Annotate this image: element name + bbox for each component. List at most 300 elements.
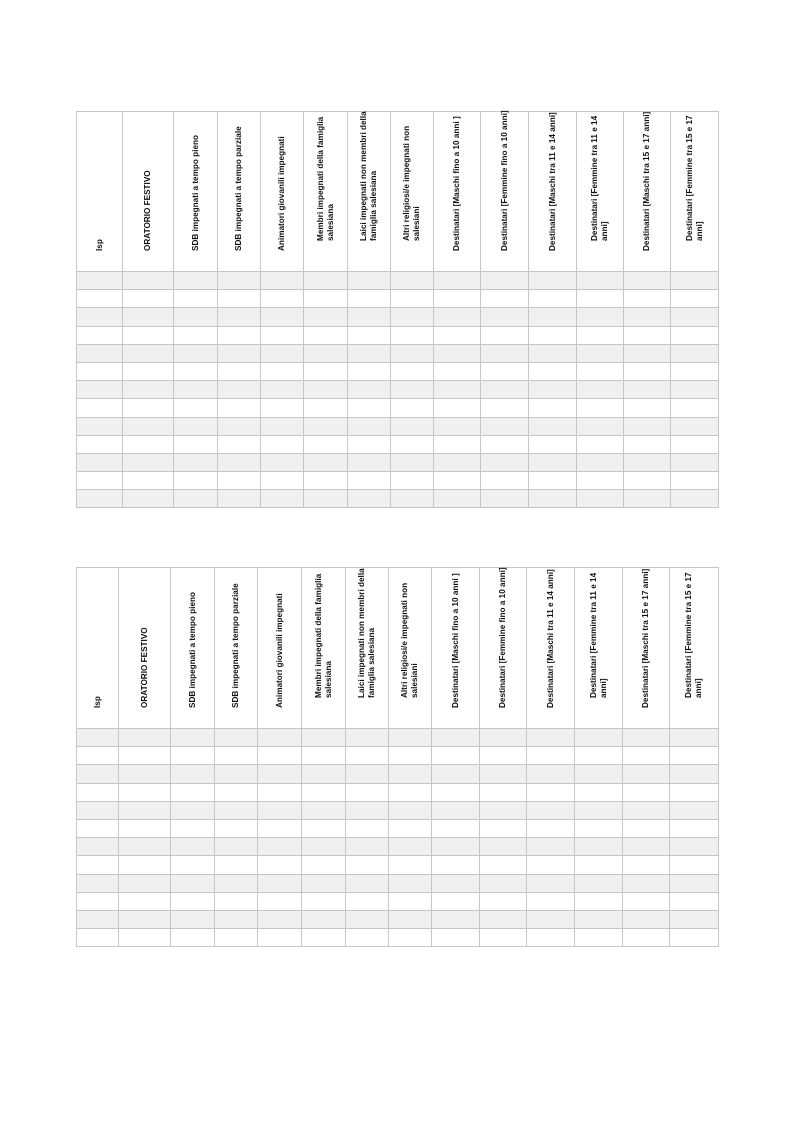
table-cell[interactable]: [527, 747, 575, 765]
table-cell[interactable]: [577, 417, 624, 435]
table-cell[interactable]: [480, 929, 527, 947]
table-cell[interactable]: [171, 729, 215, 747]
table-cell[interactable]: [480, 783, 527, 801]
table-cell[interactable]: [215, 765, 258, 783]
table-cell[interactable]: [261, 326, 304, 344]
table-cell[interactable]: [218, 399, 261, 417]
table-cell[interactable]: [575, 892, 623, 910]
table-cell[interactable]: [123, 272, 174, 290]
table-cell[interactable]: [481, 381, 529, 399]
table-cell[interactable]: [391, 308, 434, 326]
table-cell[interactable]: [174, 417, 218, 435]
table-cell[interactable]: [623, 729, 670, 747]
table-cell[interactable]: [77, 910, 119, 928]
table-cell[interactable]: [391, 490, 434, 508]
table-cell[interactable]: [432, 929, 480, 947]
table-cell[interactable]: [346, 838, 389, 856]
table-cell[interactable]: [218, 453, 261, 471]
table-cell[interactable]: [575, 838, 623, 856]
table-cell[interactable]: [258, 801, 302, 819]
table-cell[interactable]: [123, 290, 174, 308]
table-cell[interactable]: [527, 819, 575, 837]
table-cell[interactable]: [575, 783, 623, 801]
table-cell[interactable]: [527, 874, 575, 892]
table-cell[interactable]: [171, 874, 215, 892]
table-cell[interactable]: [302, 783, 346, 801]
table-cell[interactable]: [215, 910, 258, 928]
table-cell[interactable]: [480, 819, 527, 837]
table-cell[interactable]: [529, 326, 577, 344]
table-cell[interactable]: [432, 838, 480, 856]
table-cell[interactable]: [215, 747, 258, 765]
table-cell[interactable]: [261, 362, 304, 380]
table-cell[interactable]: [670, 765, 719, 783]
table-cell[interactable]: [123, 381, 174, 399]
table-cell[interactable]: [304, 490, 348, 508]
table-cell[interactable]: [624, 362, 671, 380]
table-cell[interactable]: [481, 272, 529, 290]
table-cell[interactable]: [527, 801, 575, 819]
table-cell[interactable]: [391, 362, 434, 380]
table-cell[interactable]: [123, 399, 174, 417]
table-cell[interactable]: [258, 856, 302, 874]
table-cell[interactable]: [258, 765, 302, 783]
table-cell[interactable]: [302, 801, 346, 819]
table-cell[interactable]: [258, 747, 302, 765]
table-cell[interactable]: [391, 399, 434, 417]
table-cell[interactable]: [218, 326, 261, 344]
table-cell[interactable]: [171, 892, 215, 910]
table-cell[interactable]: [346, 783, 389, 801]
table-cell[interactable]: [261, 472, 304, 490]
table-cell[interactable]: [623, 856, 670, 874]
table-cell[interactable]: [77, 765, 119, 783]
table-cell[interactable]: [77, 453, 123, 471]
table-cell[interactable]: [432, 910, 480, 928]
table-cell[interactable]: [119, 765, 171, 783]
table-cell[interactable]: [434, 272, 481, 290]
table-cell[interactable]: [302, 819, 346, 837]
table-cell[interactable]: [624, 326, 671, 344]
table-cell[interactable]: [304, 453, 348, 471]
table-cell[interactable]: [174, 453, 218, 471]
table-cell[interactable]: [529, 381, 577, 399]
table-cell[interactable]: [529, 417, 577, 435]
table-cell[interactable]: [77, 272, 123, 290]
table-cell[interactable]: [304, 290, 348, 308]
table-cell[interactable]: [671, 272, 719, 290]
table-cell[interactable]: [529, 308, 577, 326]
table-cell[interactable]: [434, 308, 481, 326]
table-cell[interactable]: [575, 747, 623, 765]
table-cell[interactable]: [77, 838, 119, 856]
table-cell[interactable]: [174, 435, 218, 453]
table-cell[interactable]: [623, 819, 670, 837]
table-cell[interactable]: [577, 290, 624, 308]
table-cell[interactable]: [174, 399, 218, 417]
table-cell[interactable]: [171, 783, 215, 801]
table-cell[interactable]: [258, 729, 302, 747]
table-cell[interactable]: [671, 381, 719, 399]
table-cell[interactable]: [77, 729, 119, 747]
table-cell[interactable]: [670, 910, 719, 928]
table-cell[interactable]: [391, 344, 434, 362]
table-cell[interactable]: [670, 747, 719, 765]
table-cell[interactable]: [432, 856, 480, 874]
table-cell[interactable]: [302, 747, 346, 765]
table-cell[interactable]: [481, 453, 529, 471]
table-cell[interactable]: [527, 765, 575, 783]
table-cell[interactable]: [577, 308, 624, 326]
table-cell[interactable]: [171, 838, 215, 856]
table-cell[interactable]: [432, 747, 480, 765]
table-cell[interactable]: [218, 344, 261, 362]
table-cell[interactable]: [77, 490, 123, 508]
table-cell[interactable]: [304, 344, 348, 362]
table-cell[interactable]: [77, 362, 123, 380]
table-cell[interactable]: [174, 381, 218, 399]
table-cell[interactable]: [304, 362, 348, 380]
table-cell[interactable]: [119, 910, 171, 928]
table-cell[interactable]: [432, 729, 480, 747]
table-cell[interactable]: [391, 381, 434, 399]
table-cell[interactable]: [346, 874, 389, 892]
table-cell[interactable]: [391, 453, 434, 471]
table-cell[interactable]: [119, 801, 171, 819]
table-cell[interactable]: [670, 856, 719, 874]
table-cell[interactable]: [623, 874, 670, 892]
table-cell[interactable]: [480, 856, 527, 874]
table-cell[interactable]: [77, 819, 119, 837]
table-cell[interactable]: [174, 362, 218, 380]
table-cell[interactable]: [348, 399, 391, 417]
table-cell[interactable]: [218, 472, 261, 490]
table-cell[interactable]: [391, 290, 434, 308]
table-cell[interactable]: [304, 272, 348, 290]
table-cell[interactable]: [174, 308, 218, 326]
table-cell[interactable]: [577, 435, 624, 453]
table-cell[interactable]: [304, 326, 348, 344]
table-cell[interactable]: [123, 326, 174, 344]
table-cell[interactable]: [171, 819, 215, 837]
table-cell[interactable]: [348, 435, 391, 453]
table-cell[interactable]: [174, 290, 218, 308]
table-cell[interactable]: [575, 729, 623, 747]
table-cell[interactable]: [623, 747, 670, 765]
table-cell[interactable]: [215, 856, 258, 874]
table-cell[interactable]: [77, 874, 119, 892]
table-cell[interactable]: [389, 856, 432, 874]
table-cell[interactable]: [77, 326, 123, 344]
table-cell[interactable]: [481, 399, 529, 417]
table-cell[interactable]: [348, 362, 391, 380]
table-cell[interactable]: [527, 856, 575, 874]
table-cell[interactable]: [623, 765, 670, 783]
table-cell[interactable]: [174, 272, 218, 290]
table-cell[interactable]: [434, 453, 481, 471]
table-cell[interactable]: [348, 472, 391, 490]
table-cell[interactable]: [671, 472, 719, 490]
table-cell[interactable]: [346, 856, 389, 874]
table-cell[interactable]: [348, 490, 391, 508]
table-cell[interactable]: [123, 362, 174, 380]
table-cell[interactable]: [434, 490, 481, 508]
table-cell[interactable]: [171, 747, 215, 765]
table-cell[interactable]: [671, 362, 719, 380]
table-cell[interactable]: [77, 435, 123, 453]
table-cell[interactable]: [119, 856, 171, 874]
table-cell[interactable]: [434, 472, 481, 490]
table-cell[interactable]: [215, 801, 258, 819]
table-cell[interactable]: [304, 472, 348, 490]
table-cell[interactable]: [389, 892, 432, 910]
table-cell[interactable]: [261, 308, 304, 326]
table-cell[interactable]: [434, 381, 481, 399]
table-cell[interactable]: [624, 308, 671, 326]
table-cell[interactable]: [624, 490, 671, 508]
table-cell[interactable]: [391, 435, 434, 453]
table-cell[interactable]: [434, 344, 481, 362]
table-cell[interactable]: [624, 399, 671, 417]
table-cell[interactable]: [215, 929, 258, 947]
table-cell[interactable]: [346, 729, 389, 747]
table-cell[interactable]: [391, 326, 434, 344]
table-cell[interactable]: [218, 272, 261, 290]
table-cell[interactable]: [119, 819, 171, 837]
table-cell[interactable]: [174, 490, 218, 508]
table-cell[interactable]: [123, 344, 174, 362]
table-cell[interactable]: [671, 453, 719, 471]
table-cell[interactable]: [481, 435, 529, 453]
table-cell[interactable]: [258, 783, 302, 801]
table-cell[interactable]: [389, 929, 432, 947]
table-cell[interactable]: [302, 838, 346, 856]
table-cell[interactable]: [529, 272, 577, 290]
table-cell[interactable]: [215, 838, 258, 856]
table-cell[interactable]: [624, 453, 671, 471]
table-cell[interactable]: [480, 874, 527, 892]
table-cell[interactable]: [670, 874, 719, 892]
table-cell[interactable]: [481, 490, 529, 508]
table-cell[interactable]: [577, 472, 624, 490]
table-cell[interactable]: [304, 381, 348, 399]
table-cell[interactable]: [215, 783, 258, 801]
table-cell[interactable]: [624, 290, 671, 308]
table-cell[interactable]: [261, 344, 304, 362]
table-cell[interactable]: [480, 729, 527, 747]
table-cell[interactable]: [434, 417, 481, 435]
table-cell[interactable]: [577, 326, 624, 344]
table-cell[interactable]: [346, 765, 389, 783]
table-cell[interactable]: [77, 399, 123, 417]
table-cell[interactable]: [624, 344, 671, 362]
table-cell[interactable]: [389, 729, 432, 747]
table-cell[interactable]: [623, 910, 670, 928]
table-cell[interactable]: [304, 399, 348, 417]
table-cell[interactable]: [346, 819, 389, 837]
table-cell[interactable]: [302, 856, 346, 874]
table-cell[interactable]: [346, 929, 389, 947]
table-cell[interactable]: [171, 929, 215, 947]
table-cell[interactable]: [389, 838, 432, 856]
table-cell[interactable]: [302, 874, 346, 892]
table-cell[interactable]: [577, 490, 624, 508]
table-cell[interactable]: [481, 362, 529, 380]
table-cell[interactable]: [77, 801, 119, 819]
table-cell[interactable]: [348, 290, 391, 308]
table-cell[interactable]: [346, 910, 389, 928]
table-cell[interactable]: [261, 381, 304, 399]
table-cell[interactable]: [529, 435, 577, 453]
table-cell[interactable]: [348, 308, 391, 326]
table-cell[interactable]: [389, 819, 432, 837]
table-cell[interactable]: [575, 765, 623, 783]
table-cell[interactable]: [77, 308, 123, 326]
table-cell[interactable]: [529, 472, 577, 490]
table-cell[interactable]: [623, 892, 670, 910]
table-cell[interactable]: [432, 819, 480, 837]
table-cell[interactable]: [432, 783, 480, 801]
table-cell[interactable]: [670, 729, 719, 747]
table-cell[interactable]: [258, 929, 302, 947]
table-cell[interactable]: [348, 344, 391, 362]
table-cell[interactable]: [304, 308, 348, 326]
table-cell[interactable]: [302, 892, 346, 910]
table-cell[interactable]: [348, 417, 391, 435]
table-cell[interactable]: [123, 308, 174, 326]
table-cell[interactable]: [577, 362, 624, 380]
table-cell[interactable]: [77, 290, 123, 308]
table-cell[interactable]: [261, 399, 304, 417]
table-cell[interactable]: [577, 399, 624, 417]
table-cell[interactable]: [389, 747, 432, 765]
table-cell[interactable]: [670, 783, 719, 801]
table-cell[interactable]: [577, 381, 624, 399]
table-cell[interactable]: [261, 272, 304, 290]
table-cell[interactable]: [527, 838, 575, 856]
table-cell[interactable]: [575, 819, 623, 837]
table-cell[interactable]: [215, 874, 258, 892]
table-cell[interactable]: [258, 892, 302, 910]
table-cell[interactable]: [527, 783, 575, 801]
table-cell[interactable]: [391, 472, 434, 490]
table-cell[interactable]: [218, 290, 261, 308]
table-cell[interactable]: [123, 435, 174, 453]
table-cell[interactable]: [480, 801, 527, 819]
table-cell[interactable]: [527, 910, 575, 928]
table-cell[interactable]: [624, 472, 671, 490]
table-cell[interactable]: [302, 765, 346, 783]
table-cell[interactable]: [348, 381, 391, 399]
table-cell[interactable]: [302, 929, 346, 947]
table-cell[interactable]: [481, 326, 529, 344]
table-cell[interactable]: [481, 308, 529, 326]
table-cell[interactable]: [575, 801, 623, 819]
table-cell[interactable]: [77, 381, 123, 399]
table-cell[interactable]: [671, 417, 719, 435]
table-cell[interactable]: [527, 929, 575, 947]
table-cell[interactable]: [575, 874, 623, 892]
table-cell[interactable]: [171, 910, 215, 928]
table-cell[interactable]: [670, 892, 719, 910]
table-cell[interactable]: [171, 801, 215, 819]
table-cell[interactable]: [481, 472, 529, 490]
table-cell[interactable]: [261, 417, 304, 435]
table-cell[interactable]: [391, 417, 434, 435]
table-cell[interactable]: [577, 344, 624, 362]
table-cell[interactable]: [215, 892, 258, 910]
table-cell[interactable]: [480, 838, 527, 856]
table-cell[interactable]: [119, 729, 171, 747]
table-cell[interactable]: [434, 362, 481, 380]
table-cell[interactable]: [389, 801, 432, 819]
table-cell[interactable]: [434, 435, 481, 453]
table-cell[interactable]: [119, 838, 171, 856]
table-cell[interactable]: [348, 326, 391, 344]
table-cell[interactable]: [529, 399, 577, 417]
table-cell[interactable]: [432, 892, 480, 910]
table-cell[interactable]: [389, 874, 432, 892]
table-cell[interactable]: [258, 838, 302, 856]
table-cell[interactable]: [389, 910, 432, 928]
table-cell[interactable]: [671, 344, 719, 362]
table-cell[interactable]: [481, 290, 529, 308]
table-cell[interactable]: [434, 326, 481, 344]
table-cell[interactable]: [575, 910, 623, 928]
table-cell[interactable]: [529, 344, 577, 362]
table-cell[interactable]: [623, 801, 670, 819]
table-cell[interactable]: [389, 765, 432, 783]
table-cell[interactable]: [171, 765, 215, 783]
table-cell[interactable]: [348, 272, 391, 290]
table-cell[interactable]: [624, 417, 671, 435]
table-cell[interactable]: [77, 344, 123, 362]
table-cell[interactable]: [261, 435, 304, 453]
table-cell[interactable]: [623, 783, 670, 801]
table-cell[interactable]: [529, 290, 577, 308]
table-cell[interactable]: [480, 747, 527, 765]
table-cell[interactable]: [119, 874, 171, 892]
table-cell[interactable]: [123, 453, 174, 471]
table-cell[interactable]: [218, 308, 261, 326]
table-cell[interactable]: [258, 910, 302, 928]
table-cell[interactable]: [624, 435, 671, 453]
table-cell[interactable]: [575, 856, 623, 874]
table-cell[interactable]: [671, 435, 719, 453]
table-cell[interactable]: [671, 308, 719, 326]
table-cell[interactable]: [77, 783, 119, 801]
table-cell[interactable]: [174, 344, 218, 362]
table-cell[interactable]: [671, 326, 719, 344]
table-cell[interactable]: [346, 801, 389, 819]
table-cell[interactable]: [174, 326, 218, 344]
table-cell[interactable]: [119, 892, 171, 910]
table-cell[interactable]: [434, 399, 481, 417]
table-cell[interactable]: [218, 490, 261, 508]
table-cell[interactable]: [123, 417, 174, 435]
table-cell[interactable]: [123, 490, 174, 508]
table-cell[interactable]: [302, 729, 346, 747]
table-cell[interactable]: [577, 453, 624, 471]
table-cell[interactable]: [575, 929, 623, 947]
table-cell[interactable]: [670, 838, 719, 856]
table-cell[interactable]: [529, 490, 577, 508]
table-cell[interactable]: [624, 272, 671, 290]
table-cell[interactable]: [304, 417, 348, 435]
table-cell[interactable]: [527, 729, 575, 747]
table-cell[interactable]: [529, 453, 577, 471]
table-cell[interactable]: [348, 453, 391, 471]
